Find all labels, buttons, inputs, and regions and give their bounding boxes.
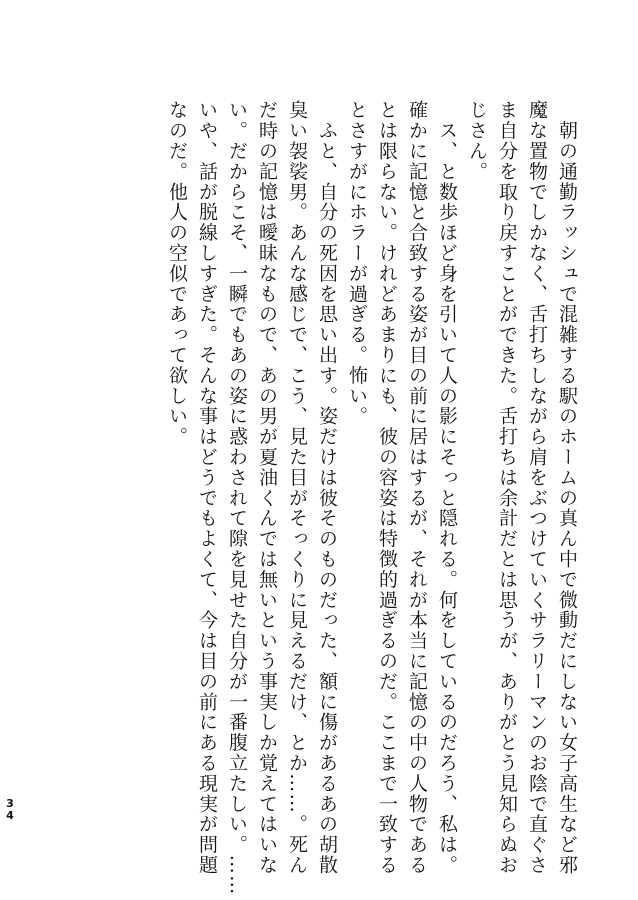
text-line: じさん。 (466, 100, 488, 182)
vertical-text-block (162, 100, 582, 896)
text-line: だ時の記憶は曖昧なもので、あの男が夏油くんでは無いという事実しか覚えてはいな (256, 100, 278, 876)
text-line: 朝の通勤ラッシュで混雑する駅のホームの真ん中で微動だにしない女子高生など邪 (556, 100, 578, 876)
text-line: なのだ。他人の空似であって欲しい。 (166, 100, 188, 447)
text-line: 魔な置物でしかなく、舌打ちしながら肩をぶつけていくサラリーマンのお陰で直ぐさ (526, 100, 548, 876)
text-line: 臭い袈裟男。あんな感じで、こう、見た目がそっくりに見えるだけ、とか……。死ん (286, 100, 308, 876)
text-line: 確かに記憶と合致する姿が目の前に居はするが、それが本当に記憶の中の人物である (406, 100, 428, 876)
text-line: いや、話が脱線しすぎた。そんな事はどうでもよくて、今は目の前にある現実が問題 (196, 100, 218, 876)
text-line: とは限らない。けれどあまりにも、彼の容姿は特徴的過ぎるのだ。ここまで一致する (376, 100, 398, 876)
text-line: ふと、自分の死因を思い出す。姿だけは彼そのものだった、額に傷があるあの胡散 (316, 100, 338, 876)
text-line: とさすがにホラーが過ぎる。怖い。 (346, 100, 368, 427)
text-line: い。だからこそ、一瞬でもあの姿に惑わされて隙を見せた自分が一番腹立たしい。…… (226, 100, 248, 896)
page-number: 34 (6, 797, 14, 822)
text-line: ま自分を取り戻すことができた。舌打ちは余計だとは思うが、ありがとう見知らぬお (496, 100, 518, 876)
text-line: ス、と数歩ほど身を引いて人の影にそっと隠れる。何をしているのだろう、私は。 (436, 100, 458, 876)
